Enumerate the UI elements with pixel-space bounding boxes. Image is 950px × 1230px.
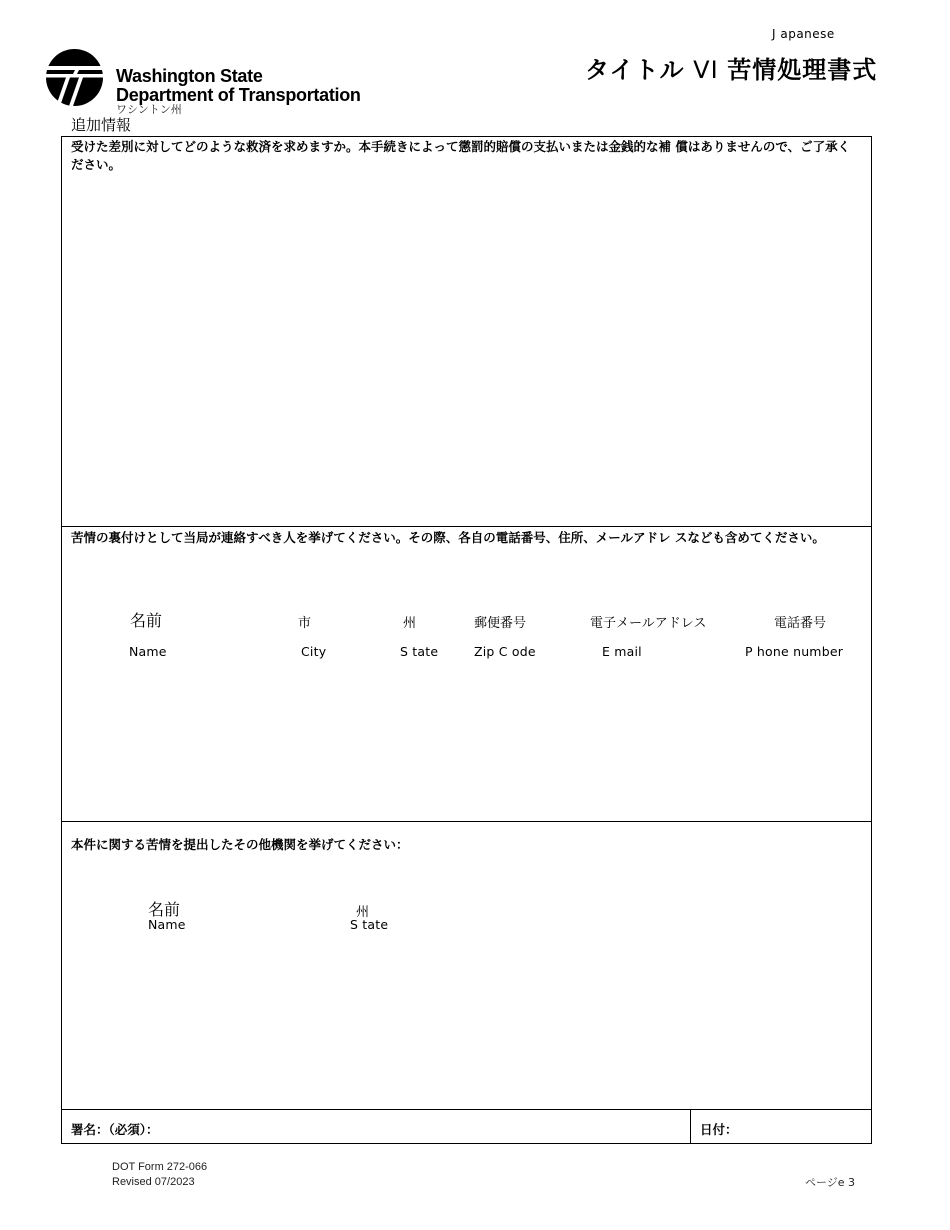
revision-date: Revised 07/2023 xyxy=(112,1176,195,1188)
contacts-col-city-jp: 市 xyxy=(298,616,312,631)
wsdot-logo-icon xyxy=(46,49,103,106)
contacts-col-state-jp: 州 xyxy=(403,616,417,631)
agencies-input[interactable] xyxy=(63,937,870,1111)
form-title-suffix: 苦情処理書式 xyxy=(727,56,878,84)
signature-field[interactable] xyxy=(182,1113,686,1143)
agencies-col-state-en: S tate xyxy=(350,917,389,932)
contacts-col-phone-en: P hone number xyxy=(745,644,844,659)
contacts-col-email-en: E mail xyxy=(602,644,642,659)
section-divider xyxy=(62,821,871,822)
relief-prompt: 受けた差別に対してどのような救済を求めますか。本手続きによって懲罰的賠償の支払いまたは金銭的な補 償はありませんので、ご了承ください。 xyxy=(71,139,851,172)
contacts-col-state-en: S tate xyxy=(400,644,439,659)
section-divider xyxy=(62,526,871,527)
language-label: J apanese xyxy=(772,27,835,41)
contacts-col-phone-jp: 電話番号 xyxy=(774,616,827,631)
org-name-line2: Department of Transportation xyxy=(116,85,361,105)
form-title-roman: VI xyxy=(684,56,728,84)
form-number: DOT Form 272-066 xyxy=(112,1161,208,1173)
contacts-col-email-jp: 電子メールアドレス xyxy=(590,616,707,631)
section-heading: 追加情報 xyxy=(71,116,132,134)
agencies-col-name-en: Name xyxy=(148,917,186,932)
org-name-japanese: ワシントン州 xyxy=(116,103,182,116)
contacts-col-name-en: Name xyxy=(129,644,167,659)
org-name-line1: Washington State xyxy=(116,66,263,86)
agencies-prompt: 本件に関する苦情を提出したその他機関を挙げてください： xyxy=(71,837,409,852)
form-title xyxy=(585,50,877,85)
relief-input[interactable] xyxy=(63,177,870,527)
contacts-col-zip-jp: 郵便番号 xyxy=(474,616,527,631)
contacts-input[interactable] xyxy=(63,667,870,823)
signature-label: 署名：（必須）： xyxy=(71,1122,159,1137)
footer-form-info xyxy=(112,1160,207,1190)
date-field[interactable] xyxy=(744,1113,872,1143)
page-number: ページe 3 xyxy=(805,1176,856,1189)
agencies-col-state-jp: 州 xyxy=(356,905,370,920)
agencies-col-name-jp: 名前 xyxy=(148,900,181,919)
section-divider xyxy=(62,1109,871,1110)
date-label: 日付： xyxy=(700,1122,738,1137)
signature-date-divider xyxy=(690,1109,691,1143)
form-title-prefix: タイトル xyxy=(585,56,685,84)
contacts-prompt: 苦情の裏付けとして当局が連絡すべき人を挙げてください。その際、各自の電話番号、住所、メールアドレ スなども含めてください。 xyxy=(71,530,825,545)
contacts-col-zip-en: Zip C ode xyxy=(474,644,536,659)
form-box xyxy=(61,136,872,1144)
contacts-col-city-en: City xyxy=(301,644,327,659)
contacts-col-name-jp: 名前 xyxy=(130,611,163,630)
